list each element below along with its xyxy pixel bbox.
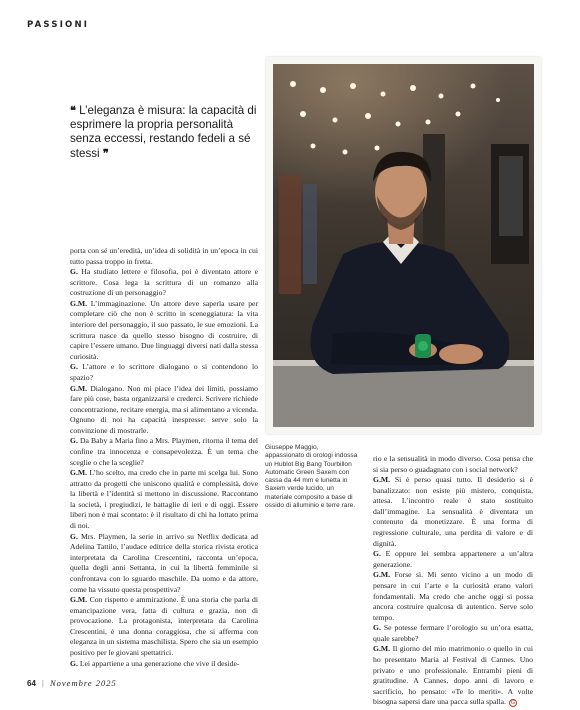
speaker-label: G.M. <box>373 475 391 485</box>
paragraph-text: Forse sì. Mi sento vicino a un modo di pensare in cui l’arte e la curiosità erano valori fondamentali. Ma credo che anche oggi si possa ancora costruire qualcosa di autentico. Serve solo tempo. <box>373 570 533 622</box>
speaker-label: G. <box>70 436 78 446</box>
paragraph-text: L’attore e lo scrittore dialogano o si contendono lo spazio? <box>70 362 258 382</box>
paragraph-text: Da Baby a Maria fino a Mrs. Playmen, ritorna il tema del confine tra innocenza e consapevolezza. È un tema che sceglie o che la sceglie? <box>70 436 258 467</box>
interview-paragraph <box>373 644 533 707</box>
interview-paragraph <box>70 532 258 595</box>
close-quote-icon: ❞ <box>102 146 109 160</box>
footer-separator: | <box>41 679 44 688</box>
paragraph-text: Dialogano. Non mi piace l’idea dei limiti, possiamo fare più cose, basta organizzarsi e crederci. Scrivere richiede concentrazione, recitare energia, ma si alimentano a vicenda. Ognuno di noi ha capacità inespresse: serve solo la convinzione di mostrarle. <box>70 383 258 435</box>
interview-paragraph <box>373 454 533 475</box>
speaker-label: G.M. <box>70 298 88 308</box>
paragraph-text: Si è perso quasi tutto. Il desiderio si è banalizzato: non esiste più mistero, conquista, attesa. L’incontro reale è stato sostituito dall’immagine. La sensualità è diventata un contenuto da monetizzare. È una forma di regressione culturale, una perdita di valore e di dignità. <box>373 475 534 548</box>
pull-quote <box>70 104 258 161</box>
portrait-illustration <box>273 64 534 427</box>
article-column-left <box>70 246 258 669</box>
interview-paragraph <box>70 659 258 670</box>
paragraph-text: L’ho scelto, ma credo che in parte mi scelga lui. Sono attratto da progetti che uniscono qualità e complessità, dove la libertà e l’identità si mettono in discussione. Raccontano la società, i pregiudizi, le battaglie di ieri e di oggi. Essere liberi non è mai scontato: è il risultato di chi ha lottato prima di noi. <box>70 468 259 531</box>
paragraph-text: Con rispetto e ammirazione. È una storia che parla di emancipazione vera, fatta di cultura e grazia, non di provocazione. La protagonista, interpretata da Carolina Crescentini, è una donna coraggiosa, che si afferma con eleganza in un sistema maschilista. Spero che sia un esempio positivo per le giovani spettatrici. <box>70 595 258 657</box>
interview-paragraph <box>70 362 258 383</box>
article-column-right <box>373 454 533 708</box>
interview-paragraph <box>70 436 258 468</box>
section-title: PASSIONI <box>27 20 90 30</box>
interview-paragraph <box>70 595 258 658</box>
paragraph-text: Mrs. Playmen, la serie in arrivo su Netflix dedicata ad Adelina Tattilo, l’audace editrice della storica rivista erotica interpretata da Carolina Crescentini, racconta un’epoca, quella degli anni Settanta, in cui la libertà femminile si confrontava con lo sguardo maschile. Da uomo e da attore, come ha vissuto questa prospettiva? <box>70 531 258 594</box>
speaker-label: G. <box>70 531 78 541</box>
speaker-label: G. <box>373 623 381 633</box>
interview-paragraph <box>70 299 258 362</box>
page-footer <box>27 678 117 688</box>
speaker-label: G. <box>70 267 78 277</box>
speaker-label: G. <box>70 362 78 372</box>
paragraph-text: porta con sé un’eredità, un’idea di solidità in un’epoca in cui tutto passa troppo in fretta. <box>70 246 258 266</box>
issue-date: Novembre 2025 <box>49 678 117 688</box>
page-number: 64 <box>27 679 36 688</box>
paragraph-text: Se potesse fermare l’orologio su un’ora esatta, quale sarebbe? <box>373 623 534 643</box>
portrait-photo-frame <box>266 57 541 434</box>
speaker-label: G.M. <box>70 468 88 478</box>
interview-paragraph <box>373 570 533 623</box>
speaker-label: G.M. <box>70 595 88 605</box>
end-of-article-icon: G <box>510 699 516 706</box>
paragraph-text: E oppure lei sembra appartenere a un’altra generazione. <box>373 549 533 569</box>
speaker-label: G.M. <box>373 644 391 654</box>
paragraph-text: Lei appartiene a una generazione che vive il deside- <box>79 658 240 668</box>
paragraph-text: Il giorno del mio matrimonio o quello in cui ho presentato Maria al Festival di Cannes. Uno privato e uno professionale. Entrambi pieni di gratitudine. A Cannes, dopo anni di lavoro e sacrificio, ho pensato: «Te lo meriti». A volte bisogna sapersi dare una pacca sulla spalla. <box>373 644 533 707</box>
photo-caption: Giuseppe Maggio, appassionato di orologi indossa un Hublot Big Bang Tourbillon Automatic Green Saxem con cassa da 44 mm e lunetta in Saxem verde lucido, un materiale composito a base di ossido di alluminio e terre rare. <box>265 444 358 510</box>
paragraph-text: Ha studiato lettere e filosofia, poi è diventato attore e scrittore. Cosa lega la scrittura di un romanzo alla costruzione di un personaggio? <box>70 267 259 298</box>
speaker-label: G. <box>373 549 381 559</box>
speaker-label: G. <box>70 658 78 668</box>
speaker-label: G.M. <box>70 383 88 393</box>
paragraph-text: L’immaginazione. Un attore deve saperla usare per completare ciò che non è scritto in sceneggiatura: la vita interiore del personaggio, il suo passato, le sue emozioni. La scrittura nasce da quello stesso bisogno di costruire, di capire l’essere umano. Due linguaggi diversi nati dalla stessa curiosità. <box>70 298 259 361</box>
interview-paragraph <box>373 623 533 644</box>
pull-quote-text: L’eleganza è misura: la capacità di esprimere la propria personalità senza eccessi, restando fedeli a sé stessi <box>70 104 257 160</box>
paragraph-text: rio e la sensualità in modo diverso. Cosa pensa che si sia perso o guadagnato con i social network? <box>373 454 533 474</box>
interview-paragraph <box>70 384 258 437</box>
interview-paragraph <box>373 549 533 570</box>
speaker-label: G.M. <box>373 570 391 580</box>
interview-paragraph <box>373 475 533 549</box>
interview-paragraph <box>70 246 258 267</box>
open-quote-icon: ❝ <box>70 104 76 117</box>
interview-paragraph <box>70 267 258 299</box>
interview-paragraph <box>70 468 258 531</box>
portrait-photo <box>273 64 534 427</box>
